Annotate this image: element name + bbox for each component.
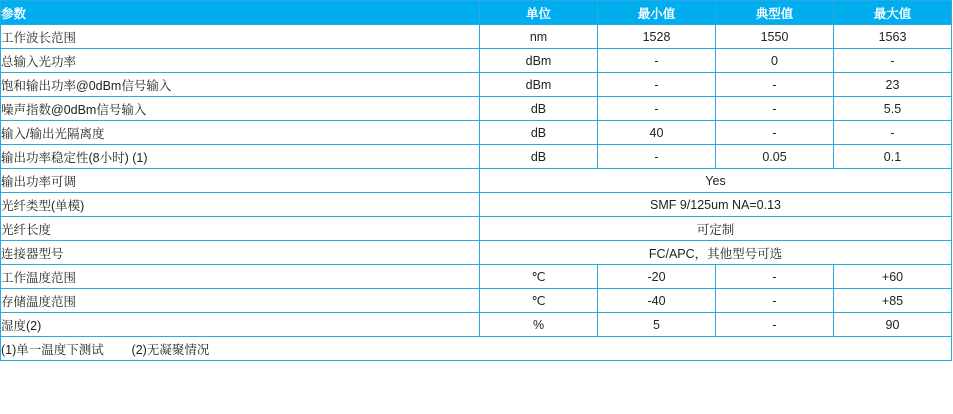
row-unit-value: dBm	[480, 73, 598, 97]
row-parameter-label: 存储温度范围	[1, 289, 480, 313]
table-row	[1, 193, 952, 217]
column-header-parameter: 参数	[1, 1, 480, 25]
column-header-typical: 典型值	[716, 1, 834, 25]
row-max-value: 0.1	[834, 145, 952, 169]
row-max-value: +60	[834, 265, 952, 289]
table-header	[1, 1, 952, 25]
row-typical-value: -	[716, 289, 834, 313]
row-unit-value: ℃	[480, 265, 598, 289]
row-parameter-label: 湿度(2)	[1, 313, 480, 337]
column-header-unit: 单位	[480, 1, 598, 25]
row-parameter-label: 工作波长范围	[1, 25, 480, 49]
table-row	[1, 25, 952, 49]
table-body	[1, 25, 952, 361]
row-unit-value: dB	[480, 97, 598, 121]
row-max-value: 90	[834, 313, 952, 337]
table-row	[1, 145, 952, 169]
footnote-text: (1)单一温度下测试 (2)无凝聚情况	[1, 342, 210, 357]
footnote-cell	[1, 337, 952, 361]
row-typical-value: -	[716, 265, 834, 289]
table-row	[1, 49, 952, 73]
table-row	[1, 97, 952, 121]
row-parameter-label: 光纤类型(单模)	[1, 193, 480, 217]
row-typical-value: -	[716, 313, 834, 337]
column-header-min: 最小值	[598, 1, 716, 25]
row-parameter-label: 输入/输出光隔离度	[1, 121, 480, 145]
row-unit-value: nm	[480, 25, 598, 49]
row-spanned-value: 可定制	[480, 217, 952, 241]
row-min-value: -20	[598, 265, 716, 289]
row-max-value: -	[834, 49, 952, 73]
row-parameter-label: 输出功率可调	[1, 169, 480, 193]
table-header-row	[1, 1, 952, 25]
row-unit-value: %	[480, 313, 598, 337]
row-max-value: 1563	[834, 25, 952, 49]
row-parameter-label: 饱和输出功率@0dBm信号输入	[1, 73, 480, 97]
row-typical-value: 1550	[716, 25, 834, 49]
table-footnote-row	[1, 337, 952, 361]
row-max-value: 23	[834, 73, 952, 97]
row-min-value: -40	[598, 289, 716, 313]
row-max-value: +85	[834, 289, 952, 313]
row-parameter-label: 噪声指数@0dBm信号输入	[1, 97, 480, 121]
column-header-max: 最大值	[834, 1, 952, 25]
row-min-value: -	[598, 49, 716, 73]
row-parameter-label: 光纤长度	[1, 217, 480, 241]
row-unit-value: ℃	[480, 289, 598, 313]
table-row	[1, 169, 952, 193]
row-unit-value: dB	[480, 121, 598, 145]
row-min-value: -	[598, 97, 716, 121]
row-max-value: -	[834, 121, 952, 145]
table-row	[1, 241, 952, 265]
row-typical-value: -	[716, 73, 834, 97]
row-min-value: -	[598, 145, 716, 169]
row-unit-value: dB	[480, 145, 598, 169]
row-typical-value: 0	[716, 49, 834, 73]
row-typical-value: -	[716, 121, 834, 145]
row-parameter-label: 输出功率稳定性(8小时) (1)	[1, 145, 480, 169]
row-min-value: 1528	[598, 25, 716, 49]
table-row	[1, 73, 952, 97]
row-parameter-label: 工作温度范围	[1, 265, 480, 289]
row-min-value: -	[598, 73, 716, 97]
table-row	[1, 313, 952, 337]
table-row	[1, 265, 952, 289]
row-min-value: 5	[598, 313, 716, 337]
row-parameter-label: 总输入光功率	[1, 49, 480, 73]
table-row	[1, 121, 952, 145]
row-unit-value: dBm	[480, 49, 598, 73]
row-typical-value: -	[716, 97, 834, 121]
row-min-value: 40	[598, 121, 716, 145]
row-spanned-value: SMF 9/125um NA=0.13	[480, 193, 952, 217]
table-row	[1, 217, 952, 241]
row-typical-value: 0.05	[716, 145, 834, 169]
row-spanned-value: FC/APC，其他型号可选	[480, 241, 952, 265]
row-spanned-value: Yes	[480, 169, 952, 193]
table-row	[1, 289, 952, 313]
row-max-value: 5.5	[834, 97, 952, 121]
row-parameter-label: 连接器型号	[1, 241, 480, 265]
